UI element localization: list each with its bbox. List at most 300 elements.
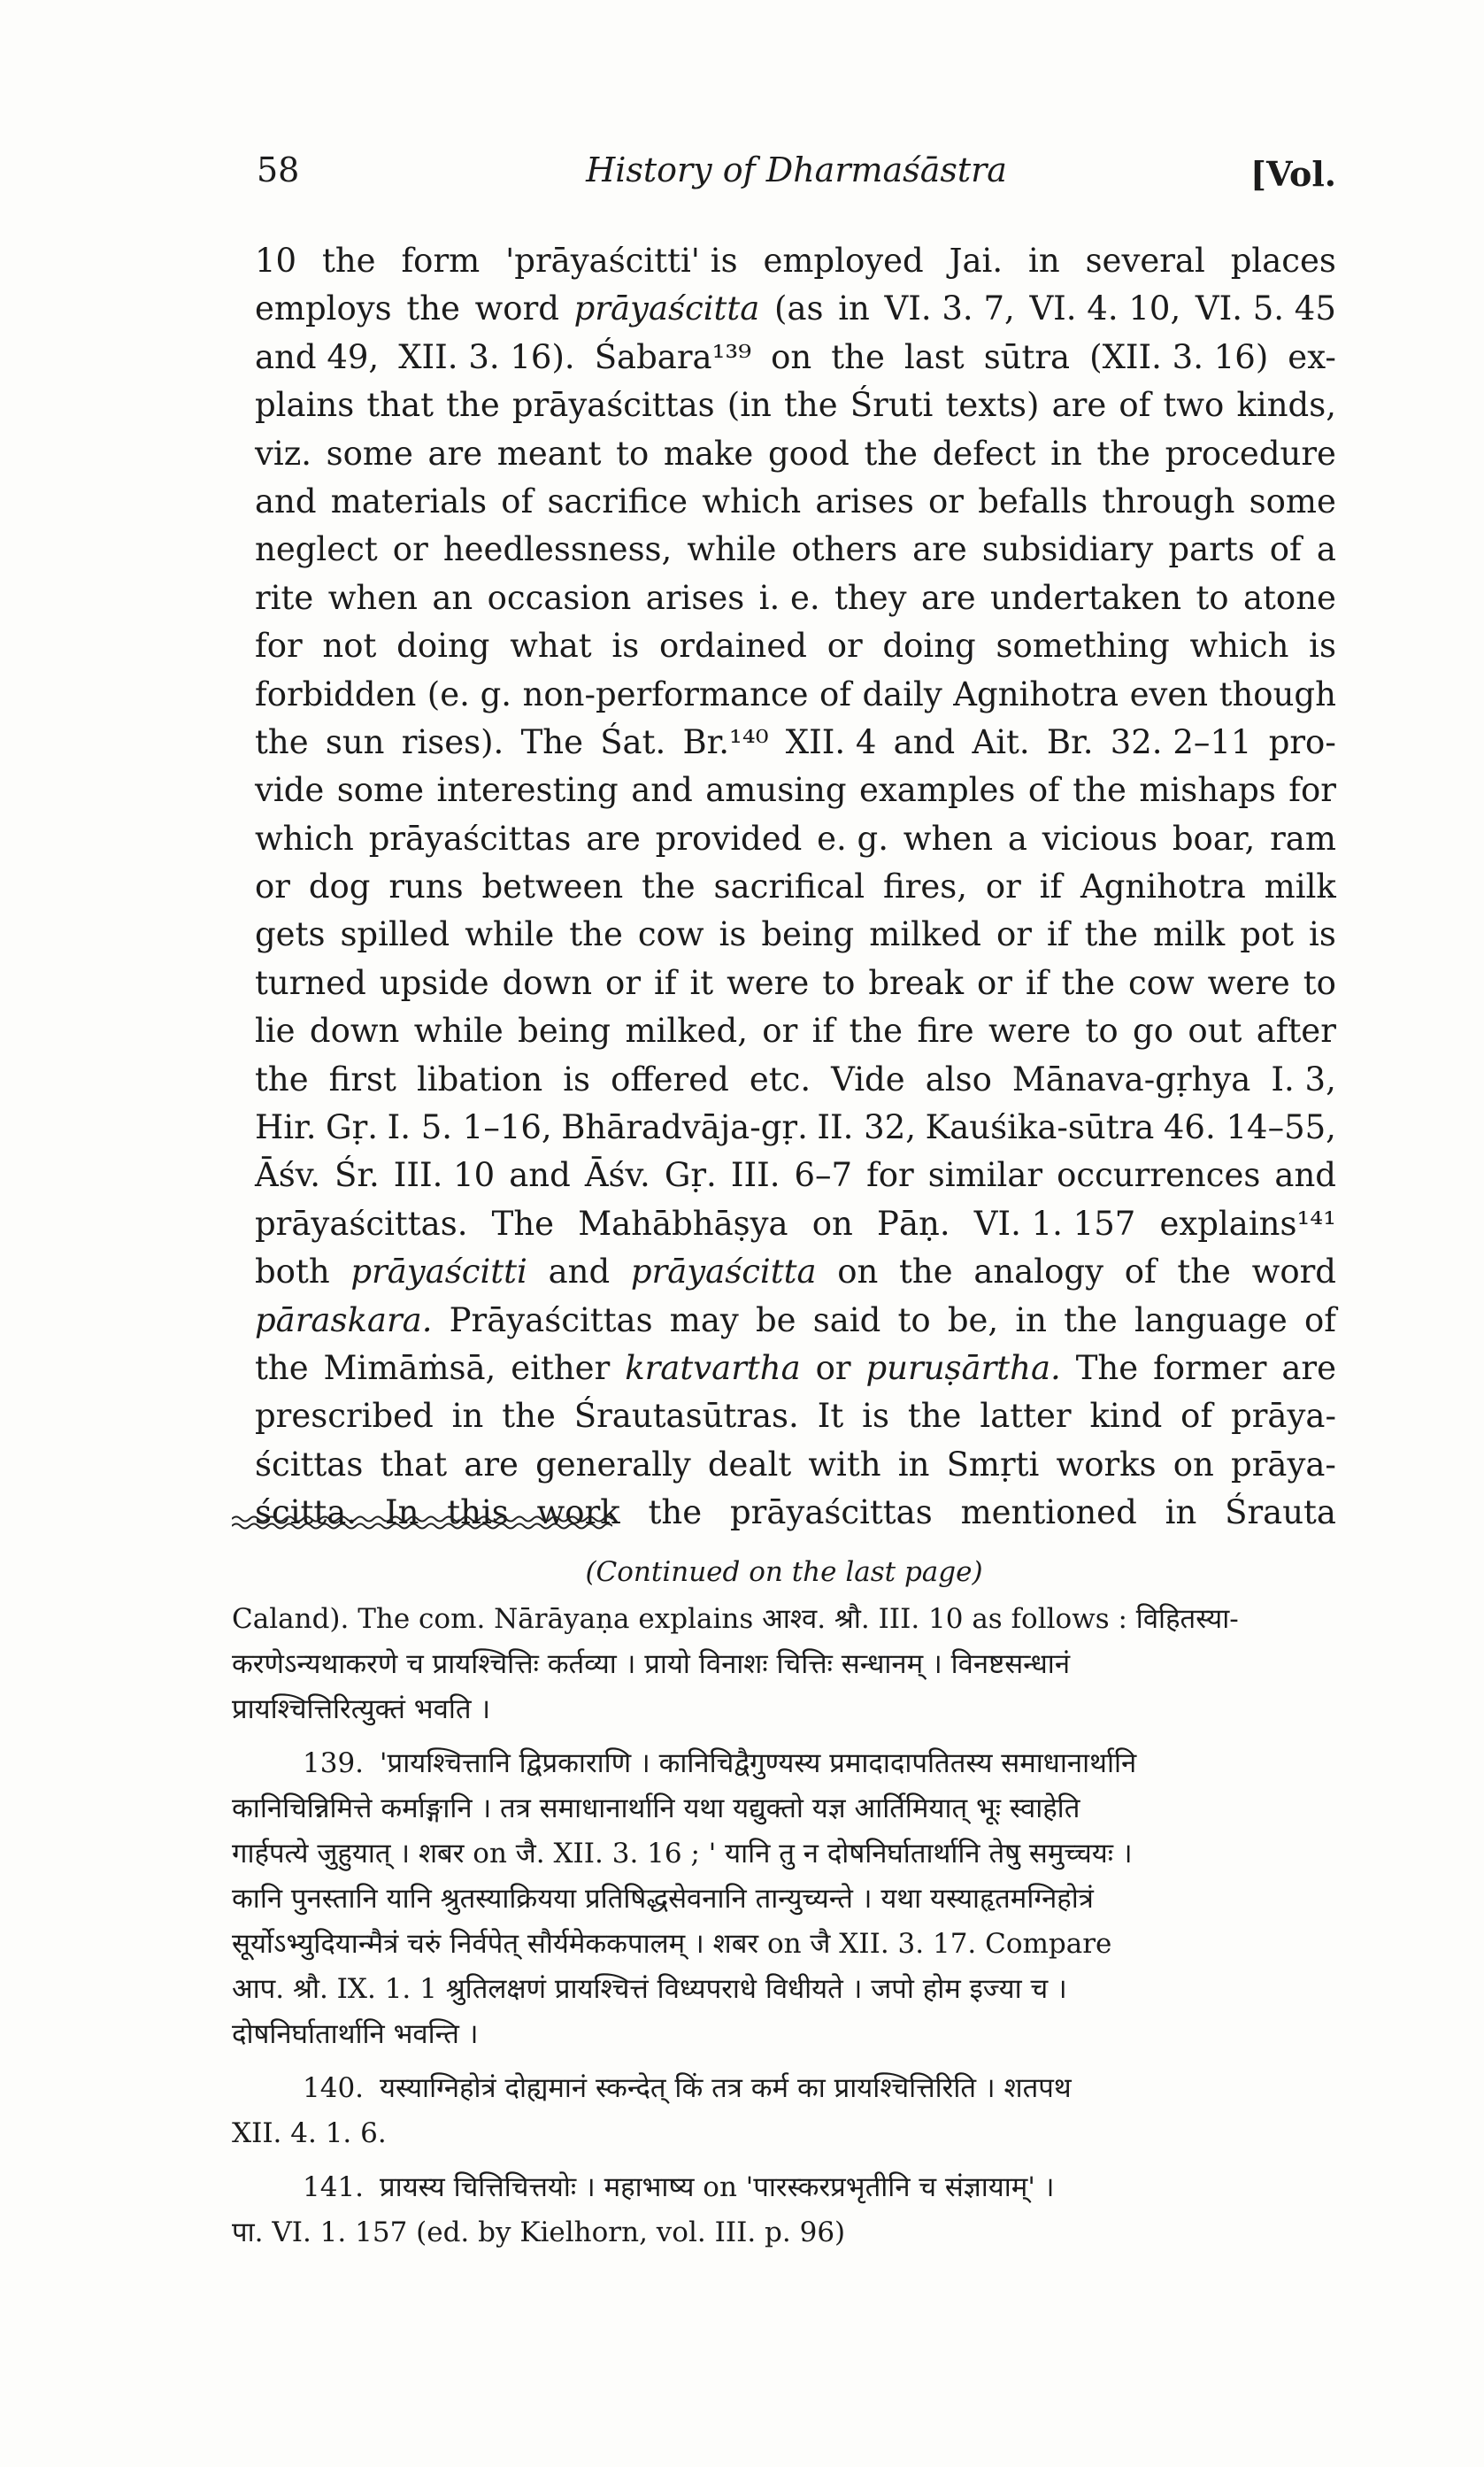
word: of xyxy=(1180,1397,1213,1436)
word: analogy xyxy=(973,1253,1103,1291)
word: the xyxy=(907,1397,962,1436)
volume-label: [Vol. xyxy=(1250,154,1336,194)
word: 46. 14–55, xyxy=(1163,1108,1336,1147)
word: (in xyxy=(727,386,772,425)
word: prāyaścitta xyxy=(573,289,760,328)
footnote-line: प्रायश्चित्तिरित्युक्तं भवति । xyxy=(232,1693,491,1725)
word: prāyaścitti xyxy=(350,1253,527,1291)
word: II. 32, xyxy=(817,1108,917,1147)
word: materials xyxy=(330,482,488,520)
word: ram xyxy=(1270,819,1336,858)
word: the xyxy=(1096,434,1150,473)
word: after xyxy=(1256,1012,1336,1051)
text-line xyxy=(255,237,1336,285)
word: Prāyaścittas xyxy=(449,1300,653,1339)
footnote-text: सूर्योऽभ्युदियान्मैत्रं चरुं निर्वपेत् सौर्यमेककपालम् । शबर on जै XII. 3. 17. Compare xyxy=(232,1928,1112,1960)
word: were xyxy=(727,963,810,1002)
word: libation xyxy=(416,1060,543,1099)
word: XII. 4 xyxy=(785,722,877,761)
word: Kauśika-sūtra xyxy=(925,1108,1155,1147)
word: kratvartha xyxy=(625,1348,801,1387)
word: texts) xyxy=(945,386,1040,425)
word: is xyxy=(862,1397,889,1436)
word: or xyxy=(255,867,290,906)
footnote-text: कानिचिन्निमित्ते कर्माङ्गानि । तत्र समाधानार्थानि यथा यद्युक्तो यज्ञ आर्तिमियात् भूः स्वाहेति xyxy=(232,1792,1080,1824)
word: and 49, xyxy=(255,337,380,376)
text-line xyxy=(255,1248,1336,1296)
footnote-line xyxy=(232,1786,1336,1831)
word: offered xyxy=(611,1060,729,1099)
word: or xyxy=(928,482,964,520)
word: Agnihotra xyxy=(1080,867,1246,906)
footnote-number: 141. xyxy=(303,2171,365,2203)
word: doing xyxy=(882,627,976,666)
word: being xyxy=(518,1012,611,1051)
word: or xyxy=(977,963,1012,1002)
word: Vide xyxy=(831,1060,905,1099)
word: of xyxy=(1027,771,1060,810)
footnotes xyxy=(232,1547,1336,2264)
word: Mimāṁsā, xyxy=(323,1348,496,1387)
word: etc. xyxy=(749,1060,811,1099)
footnote-line xyxy=(232,2210,1336,2255)
word: something xyxy=(996,627,1170,666)
word: pro- xyxy=(1268,722,1336,761)
footnote-line xyxy=(232,1922,1336,1967)
footnote-140 xyxy=(232,2066,1336,2156)
text-line xyxy=(255,430,1336,478)
word: the xyxy=(831,337,885,376)
text-line xyxy=(255,622,1336,670)
word: neglect xyxy=(255,530,378,569)
word: works xyxy=(1056,1445,1157,1484)
footnote-number: 139. xyxy=(303,1747,365,1779)
word: is xyxy=(1309,915,1336,954)
word: and xyxy=(893,722,956,761)
word: Jai. xyxy=(949,242,1003,280)
word: defect xyxy=(932,434,1036,473)
word: while xyxy=(465,915,555,954)
word: or xyxy=(815,1348,851,1387)
word: 'prāyaścitti' is xyxy=(505,242,738,280)
word: heedlessness, xyxy=(442,530,673,569)
word: Mahābhāṣya xyxy=(578,1204,788,1243)
word: while xyxy=(413,1012,504,1051)
word: occasion xyxy=(487,578,632,617)
word: XII. 3. 16). xyxy=(398,337,575,376)
word: ex- xyxy=(1288,337,1336,376)
word: were xyxy=(988,1012,1072,1051)
footnote-line: Caland). The com. Nārāyaṇa explains आश्व. श्रौ. III. 10 as follows : विहितस्या- xyxy=(232,1603,1239,1635)
word: interesting xyxy=(436,771,619,810)
word: rite xyxy=(255,578,314,617)
word: in xyxy=(451,1397,484,1436)
word: prāya- xyxy=(1231,1397,1336,1436)
footnote-line xyxy=(232,2066,1336,2111)
word: places xyxy=(1230,242,1336,280)
text-line xyxy=(255,1297,1336,1345)
word: word xyxy=(1251,1253,1336,1291)
word: are xyxy=(920,578,976,617)
word: the xyxy=(1061,963,1116,1002)
text-line xyxy=(255,815,1336,863)
word: last xyxy=(903,337,965,376)
word: prāyaścittas xyxy=(511,386,715,425)
word: Āśv. xyxy=(584,1156,650,1195)
word: upside xyxy=(379,963,489,1002)
word: amusing xyxy=(705,771,847,810)
text-line xyxy=(255,1200,1336,1248)
text-line xyxy=(255,478,1336,526)
word: with xyxy=(808,1445,881,1484)
word: if xyxy=(811,1012,835,1051)
word: procedure xyxy=(1165,434,1336,473)
footnote-text: प्रायस्य चित्तिचित्तयोः । महाभाष्य on 'पारस्करप्रभृतीनि च संज्ञायाम्' । xyxy=(380,2171,1055,2203)
page-header xyxy=(257,150,1336,204)
word: plains xyxy=(255,386,355,425)
word: for xyxy=(255,627,303,666)
word: Gṛ. xyxy=(664,1156,717,1195)
word: and xyxy=(1274,1156,1336,1195)
word: being xyxy=(761,915,855,954)
text-line xyxy=(255,382,1336,429)
word: Śat. xyxy=(600,722,666,761)
text-line xyxy=(255,1392,1336,1440)
word: which xyxy=(255,819,354,858)
word: which xyxy=(1189,627,1289,666)
word: or xyxy=(985,867,1021,906)
word: The xyxy=(520,722,583,761)
word: Śruti xyxy=(850,386,934,425)
word: the xyxy=(1073,771,1126,810)
word: they xyxy=(834,578,907,617)
word: of xyxy=(1269,530,1302,569)
word: that xyxy=(380,1445,448,1484)
word: down xyxy=(502,963,593,1002)
word: word xyxy=(474,289,559,328)
word: turned xyxy=(255,963,366,1002)
page-number: 58 xyxy=(257,150,300,189)
footnote-text: यस्याग्निहोत्रं दोह्यमानं स्कन्देत् किं तत्र कर्म का प्रायश्चित्तिरिति । शतपथ xyxy=(380,2072,1072,2104)
word: on xyxy=(811,1204,853,1243)
word: befalls xyxy=(978,482,1088,520)
word: an xyxy=(432,578,473,617)
word: mishaps xyxy=(1139,771,1276,810)
text-line xyxy=(255,285,1336,333)
word: said xyxy=(812,1300,881,1339)
word: to xyxy=(897,1300,931,1339)
word: are xyxy=(586,819,641,858)
word: were xyxy=(1207,963,1290,1002)
word: subsidiary xyxy=(981,530,1154,569)
word: a xyxy=(1007,819,1027,858)
word: gets xyxy=(255,915,326,954)
word: either xyxy=(511,1348,611,1387)
word: others xyxy=(791,530,898,569)
running-title: History of Dharmaśāstra xyxy=(586,150,1007,189)
word: the xyxy=(1084,915,1139,954)
word: is xyxy=(1309,627,1336,666)
footnote-line xyxy=(232,1831,1336,1877)
word: sacrifical xyxy=(713,867,865,906)
word: Āśv. xyxy=(255,1156,320,1195)
word: to xyxy=(616,434,650,473)
text-line xyxy=(255,960,1336,1007)
word: several xyxy=(1085,242,1205,280)
word: pāraskara. xyxy=(255,1300,433,1339)
word: prescribed xyxy=(255,1397,434,1436)
word: ścittas xyxy=(255,1445,364,1484)
word: pot xyxy=(1240,915,1295,954)
word: are xyxy=(427,434,483,473)
word: in xyxy=(838,289,870,328)
footnote-139 xyxy=(232,1741,1336,2057)
word: sun xyxy=(325,722,385,761)
word: prāyaścittas xyxy=(729,1493,933,1532)
word: Śrauta xyxy=(1225,1493,1336,1532)
word: if xyxy=(1046,915,1070,954)
word: two xyxy=(1163,386,1225,425)
word: former xyxy=(1153,1348,1267,1387)
footnote-line xyxy=(232,1877,1336,1922)
word: is xyxy=(611,627,640,666)
word: prāyaścitta xyxy=(630,1253,817,1291)
word: employs xyxy=(255,289,392,328)
word: or xyxy=(996,915,1032,954)
word: if xyxy=(1039,867,1063,906)
word: this xyxy=(447,1493,509,1532)
word: or xyxy=(392,530,428,569)
word: prāyaścittas xyxy=(368,819,572,858)
word: parts xyxy=(1168,530,1255,569)
word: to xyxy=(1085,1012,1119,1051)
main-text xyxy=(255,237,1336,1538)
word: down xyxy=(309,1012,400,1051)
word: for xyxy=(866,1156,914,1195)
word: the xyxy=(1177,1253,1231,1291)
text-line xyxy=(255,1007,1336,1055)
word: in xyxy=(897,1445,930,1484)
word: first xyxy=(328,1060,396,1099)
word: through xyxy=(1102,482,1235,520)
word: VI. 5. 45 xyxy=(1195,289,1336,328)
word: Br. xyxy=(1046,722,1094,761)
word: are xyxy=(1051,386,1107,425)
word: some xyxy=(1249,482,1336,520)
word: examples xyxy=(859,771,1016,810)
word: prāyaścittas. xyxy=(255,1204,468,1243)
word: forbidden xyxy=(255,675,417,713)
word: lie xyxy=(255,1012,296,1051)
word: In xyxy=(384,1493,419,1532)
word: (e. g. xyxy=(427,675,512,713)
word: ścitta. xyxy=(255,1493,358,1532)
word: the xyxy=(849,1012,903,1051)
word: I. 5. 1–16, xyxy=(387,1108,552,1147)
word: may xyxy=(669,1300,739,1339)
footnote-line xyxy=(232,1967,1336,2012)
word: similar xyxy=(927,1156,1043,1195)
word: it xyxy=(689,963,714,1002)
word: arises xyxy=(645,578,745,617)
text-line xyxy=(255,1104,1336,1152)
text-line xyxy=(255,574,1336,622)
word: what xyxy=(510,627,592,666)
word: Smṛti xyxy=(946,1445,1040,1484)
word: and xyxy=(548,1253,611,1291)
word: Agnihotra xyxy=(953,675,1119,713)
word: cow xyxy=(1128,963,1195,1002)
text-line xyxy=(255,767,1336,814)
text-line xyxy=(255,1056,1336,1104)
word: Mānava-gṛhya xyxy=(1011,1060,1251,1099)
text-line xyxy=(255,863,1336,911)
word: in xyxy=(1015,1300,1047,1339)
word: or xyxy=(605,963,642,1002)
word: in xyxy=(1165,1493,1197,1532)
word: for xyxy=(1288,771,1336,810)
word: explains¹⁴¹ xyxy=(1159,1204,1336,1243)
word: the xyxy=(642,867,696,906)
word: be xyxy=(755,1300,796,1339)
word: the xyxy=(1064,1300,1118,1339)
word: VI. 3. 7, xyxy=(884,289,1015,328)
footnote-text: कानि पुनस्तानि यानि श्रुतस्याक्रियया प्रतिषिद्धसेवनानि तान्युच्यन्ते । यथा यस्याहृतमग्निहोत्रं xyxy=(232,1883,1094,1915)
text-line xyxy=(255,334,1336,382)
word: the xyxy=(446,386,500,425)
word: language xyxy=(1134,1300,1288,1339)
word: if xyxy=(653,963,677,1002)
word: vide xyxy=(255,771,325,810)
word: on xyxy=(837,1253,879,1291)
word: milked xyxy=(869,915,981,954)
word: boar, xyxy=(1172,819,1256,858)
word: the xyxy=(406,289,460,328)
word: is xyxy=(563,1060,591,1099)
word: milked, xyxy=(625,1012,748,1051)
text-line xyxy=(255,671,1336,719)
word: while xyxy=(687,530,777,569)
word: sūtra xyxy=(983,337,1071,376)
word: non-performance xyxy=(522,675,809,713)
word: Śrautasūtras. xyxy=(573,1397,799,1436)
word: not xyxy=(322,627,377,666)
word: form xyxy=(401,242,481,280)
word: 32. 2–11 xyxy=(1110,722,1252,761)
footnote-text: XII. 4. 1. 6. xyxy=(232,2117,387,2149)
word: The xyxy=(491,1204,555,1243)
text-line xyxy=(255,911,1336,959)
footnote-list xyxy=(232,1741,1336,2255)
text-line xyxy=(255,1152,1336,1199)
word: good xyxy=(767,434,850,473)
word: 6–7 xyxy=(794,1156,853,1195)
word: It xyxy=(817,1397,844,1436)
word: VI. 1. 157 xyxy=(973,1204,1136,1243)
word: i. e. xyxy=(758,578,820,617)
word: of xyxy=(501,482,534,520)
word: The xyxy=(1075,1348,1139,1387)
word: also xyxy=(925,1060,992,1099)
word: a xyxy=(1316,530,1336,569)
word: though xyxy=(1219,675,1336,713)
word: if xyxy=(1025,963,1049,1002)
word: to xyxy=(822,963,856,1002)
word: of xyxy=(1304,1300,1336,1339)
word: to xyxy=(1196,578,1229,617)
word: fire xyxy=(917,1012,974,1051)
word: VI. 4. 10, xyxy=(1029,289,1181,328)
word: mentioned xyxy=(960,1493,1137,1532)
word: milk xyxy=(1153,915,1226,954)
word: and xyxy=(631,771,693,810)
word: dog xyxy=(308,867,371,906)
word: be, xyxy=(947,1300,999,1339)
word: Hir. xyxy=(255,1108,317,1147)
word: Pāṇ. xyxy=(877,1204,950,1243)
footnote-line xyxy=(232,2012,1336,2057)
footnote-line xyxy=(232,2165,1336,2210)
word: the xyxy=(784,386,838,425)
word: the xyxy=(648,1493,703,1532)
word: when xyxy=(903,819,994,858)
word: rises). xyxy=(401,722,504,761)
word: and xyxy=(255,482,317,520)
word: ordained xyxy=(658,627,807,666)
word: when xyxy=(327,578,418,617)
word: of xyxy=(1119,386,1151,425)
word: to xyxy=(1303,963,1336,1002)
word: in xyxy=(1050,434,1082,473)
word: the xyxy=(864,434,919,473)
word: which xyxy=(702,482,802,520)
text-line xyxy=(255,719,1336,767)
word: are xyxy=(464,1445,519,1484)
word: the xyxy=(569,915,623,954)
word: milk xyxy=(1264,867,1336,906)
word: are xyxy=(912,530,967,569)
footnote-continued-label: (Continued on the last page) xyxy=(585,1556,983,1588)
word: 10 xyxy=(255,242,297,280)
word: on xyxy=(771,337,812,376)
footnote-continued xyxy=(232,1597,1336,1732)
footnote-text: पा. VI. 1. 157 (ed. by Kielhorn, vol. III. p. 96) xyxy=(232,2216,846,2248)
word: the xyxy=(899,1253,953,1291)
word: vicious xyxy=(1042,819,1158,858)
word: III. xyxy=(730,1156,780,1195)
footnote-text: 'प्रायश्चित्तानि द्विप्रकाराणि । कानिचिद्वैगुण्यस्य प्रमादादापतितस्य समाधानार्थानि xyxy=(380,1747,1137,1779)
word: is xyxy=(719,915,747,954)
word: or xyxy=(827,627,863,666)
text-line xyxy=(255,526,1336,574)
word: prāya- xyxy=(1231,1445,1336,1484)
word: generally xyxy=(535,1445,691,1484)
word: cow xyxy=(637,915,704,954)
word: Śabara¹³⁹ xyxy=(594,337,752,376)
footnote-text: दोषनिर्घातार्थानि भवन्ति । xyxy=(232,2018,479,2050)
word: some xyxy=(336,771,425,810)
word: viz. xyxy=(255,434,311,473)
word: (XII. 3. 16) xyxy=(1089,337,1269,376)
word: between xyxy=(481,867,624,906)
word: fires, xyxy=(882,867,967,906)
word: I. 3, xyxy=(1271,1060,1336,1099)
footnote-line xyxy=(232,1741,1336,1786)
footnote-number: 140. xyxy=(303,2072,365,2104)
word: employed xyxy=(763,242,924,280)
word: Gṛ. xyxy=(326,1108,379,1147)
word: runs xyxy=(388,867,464,906)
